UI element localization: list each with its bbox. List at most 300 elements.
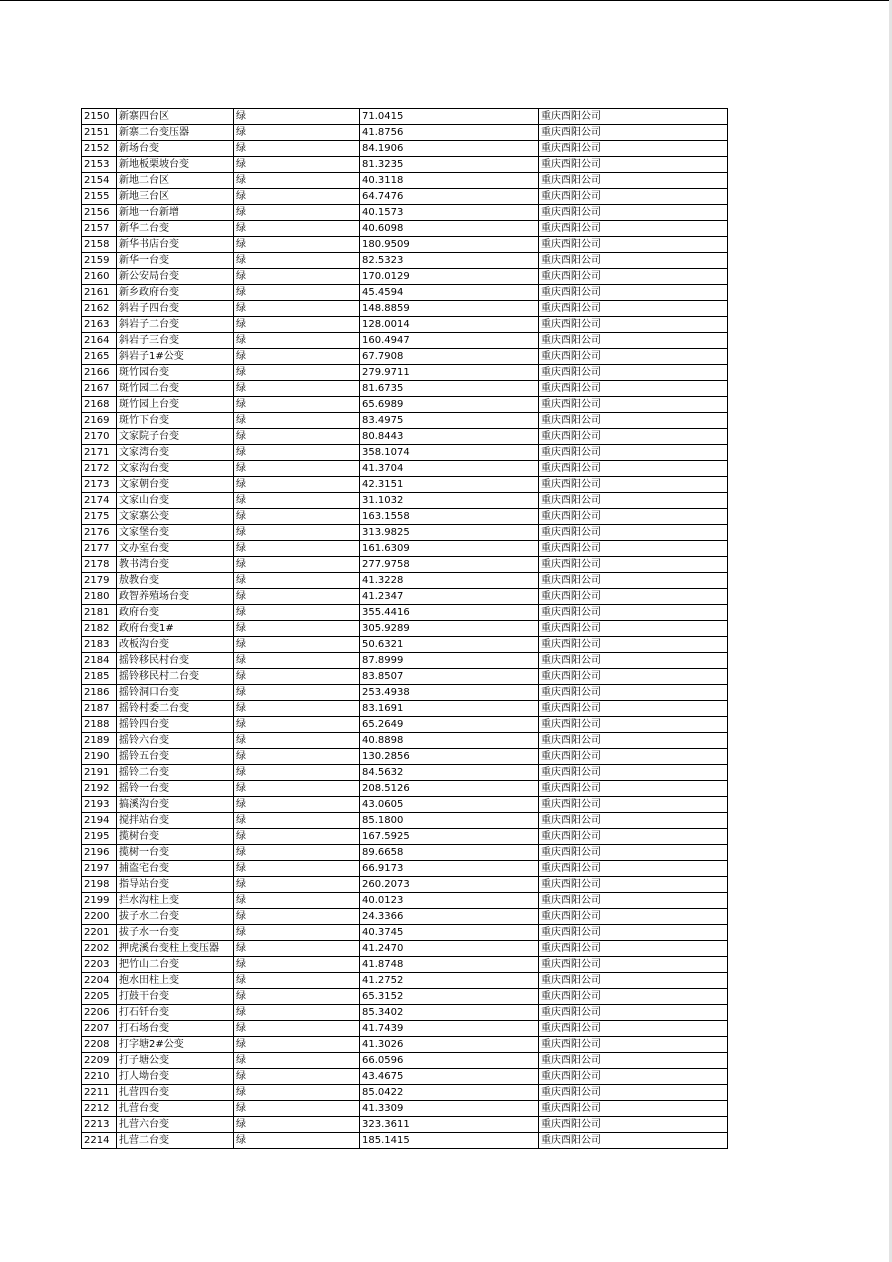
value-cell: 355.4416 (360, 605, 539, 621)
company-cell: 重庆酉阳公司 (539, 605, 728, 621)
value-cell: 42.3151 (360, 477, 539, 493)
station-name-cell: 斜岩子四台变 (117, 301, 234, 317)
status-cell: 绿 (234, 1021, 360, 1037)
company-cell: 重庆酉阳公司 (539, 973, 728, 989)
table-row (82, 941, 728, 957)
row-id-cell: 2213 (82, 1117, 117, 1133)
table-row (82, 509, 728, 525)
table-row (82, 333, 728, 349)
station-name-cell: 拦水沟柱上变 (117, 893, 234, 909)
value-cell: 41.3228 (360, 573, 539, 589)
company-cell: 重庆酉阳公司 (539, 109, 728, 125)
table-row (82, 157, 728, 173)
table-row (82, 237, 728, 253)
station-name-cell: 打字塘2#公变 (117, 1037, 234, 1053)
station-name-cell: 扎营台变 (117, 1101, 234, 1117)
table-row (82, 541, 728, 557)
station-name-cell: 斑竹园上台变 (117, 397, 234, 413)
status-cell: 绿 (234, 573, 360, 589)
status-cell: 绿 (234, 1133, 360, 1149)
station-name-cell: 打石场台变 (117, 1021, 234, 1037)
value-cell: 85.3402 (360, 1005, 539, 1021)
table-row (82, 1085, 728, 1101)
value-cell: 65.3152 (360, 989, 539, 1005)
table-row (82, 253, 728, 269)
table-row (82, 349, 728, 365)
station-name-cell: 揽树一台变 (117, 845, 234, 861)
status-cell: 绿 (234, 541, 360, 557)
value-cell: 83.8507 (360, 669, 539, 685)
value-cell: 81.6735 (360, 381, 539, 397)
value-cell: 163.1558 (360, 509, 539, 525)
company-cell: 重庆酉阳公司 (539, 525, 728, 541)
status-cell: 绿 (234, 285, 360, 301)
table-row (82, 845, 728, 861)
company-cell: 重庆酉阳公司 (539, 397, 728, 413)
station-name-cell: 文家朝台变 (117, 477, 234, 493)
value-cell: 41.8756 (360, 125, 539, 141)
value-cell: 83.4975 (360, 413, 539, 429)
status-cell: 绿 (234, 1101, 360, 1117)
row-id-cell: 2169 (82, 413, 117, 429)
row-id-cell: 2152 (82, 141, 117, 157)
company-cell: 重庆酉阳公司 (539, 637, 728, 653)
status-cell: 绿 (234, 1085, 360, 1101)
value-cell: 41.3026 (360, 1037, 539, 1053)
row-id-cell: 2174 (82, 493, 117, 509)
table-row (82, 381, 728, 397)
row-id-cell: 2197 (82, 861, 117, 877)
row-id-cell: 2160 (82, 269, 117, 285)
row-id-cell: 2155 (82, 189, 117, 205)
value-cell: 40.3118 (360, 173, 539, 189)
company-cell: 重庆酉阳公司 (539, 781, 728, 797)
row-id-cell: 2151 (82, 125, 117, 141)
status-cell: 绿 (234, 957, 360, 973)
row-id-cell: 2193 (82, 797, 117, 813)
table-row (82, 317, 728, 333)
company-cell: 重庆酉阳公司 (539, 573, 728, 589)
station-name-cell: 打子塘公变 (117, 1053, 234, 1069)
status-cell: 绿 (234, 813, 360, 829)
row-id-cell: 2201 (82, 925, 117, 941)
value-cell: 128.0014 (360, 317, 539, 333)
value-cell: 170.0129 (360, 269, 539, 285)
company-cell: 重庆酉阳公司 (539, 845, 728, 861)
row-id-cell: 2150 (82, 109, 117, 125)
status-cell: 绿 (234, 925, 360, 941)
company-cell: 重庆酉阳公司 (539, 653, 728, 669)
station-name-cell: 斜岩子三台变 (117, 333, 234, 349)
status-cell: 绿 (234, 509, 360, 525)
row-id-cell: 2157 (82, 221, 117, 237)
table-row (82, 797, 728, 813)
station-name-cell: 斑竹园二台变 (117, 381, 234, 397)
table-row (82, 829, 728, 845)
station-name-cell: 搞溪沟台变 (117, 797, 234, 813)
status-cell: 绿 (234, 381, 360, 397)
row-id-cell: 2164 (82, 333, 117, 349)
status-cell: 绿 (234, 269, 360, 285)
status-cell: 绿 (234, 941, 360, 957)
table-row (82, 685, 728, 701)
status-cell: 绿 (234, 701, 360, 717)
company-cell: 重庆酉阳公司 (539, 1005, 728, 1021)
station-name-cell: 文家堡台变 (117, 525, 234, 541)
row-id-cell: 2180 (82, 589, 117, 605)
station-name-cell: 摇铃二台变 (117, 765, 234, 781)
table-row (82, 893, 728, 909)
row-id-cell: 2208 (82, 1037, 117, 1053)
value-cell: 31.1032 (360, 493, 539, 509)
table-row (82, 733, 728, 749)
status-cell: 绿 (234, 253, 360, 269)
company-cell: 重庆酉阳公司 (539, 189, 728, 205)
row-id-cell: 2209 (82, 1053, 117, 1069)
table-row (82, 1069, 728, 1085)
value-cell: 41.3704 (360, 461, 539, 477)
value-cell: 71.0415 (360, 109, 539, 125)
row-id-cell: 2167 (82, 381, 117, 397)
status-cell: 绿 (234, 669, 360, 685)
status-cell: 绿 (234, 157, 360, 173)
value-cell: 84.1906 (360, 141, 539, 157)
station-name-cell: 摇铃四台变 (117, 717, 234, 733)
status-cell: 绿 (234, 1069, 360, 1085)
company-cell: 重庆酉阳公司 (539, 717, 728, 733)
station-name-cell: 打鼓干台变 (117, 989, 234, 1005)
value-cell: 43.4675 (360, 1069, 539, 1085)
table-row (82, 925, 728, 941)
table-row (82, 621, 728, 637)
company-cell: 重庆酉阳公司 (539, 813, 728, 829)
company-cell: 重庆酉阳公司 (539, 269, 728, 285)
value-cell: 81.3235 (360, 157, 539, 173)
status-cell: 绿 (234, 221, 360, 237)
table-row (82, 109, 728, 125)
status-cell: 绿 (234, 477, 360, 493)
table-row (82, 1133, 728, 1149)
row-id-cell: 2194 (82, 813, 117, 829)
company-cell: 重庆酉阳公司 (539, 301, 728, 317)
status-cell: 绿 (234, 557, 360, 573)
station-name-cell: 改板沟台变 (117, 637, 234, 653)
value-cell: 40.3745 (360, 925, 539, 941)
status-cell: 绿 (234, 749, 360, 765)
value-cell: 85.1800 (360, 813, 539, 829)
status-cell: 绿 (234, 637, 360, 653)
company-cell: 重庆酉阳公司 (539, 413, 728, 429)
table-row (82, 429, 728, 445)
status-cell: 绿 (234, 317, 360, 333)
row-id-cell: 2176 (82, 525, 117, 541)
company-cell: 重庆酉阳公司 (539, 333, 728, 349)
row-id-cell: 2179 (82, 573, 117, 589)
table-row (82, 1005, 728, 1021)
table-row (82, 1021, 728, 1037)
table-row (82, 653, 728, 669)
status-cell: 绿 (234, 429, 360, 445)
station-name-cell: 斑竹下台变 (117, 413, 234, 429)
company-cell: 重庆酉阳公司 (539, 685, 728, 701)
value-cell: 208.5126 (360, 781, 539, 797)
station-name-cell: 文办室台变 (117, 541, 234, 557)
table-row (82, 477, 728, 493)
row-id-cell: 2163 (82, 317, 117, 333)
company-cell: 重庆酉阳公司 (539, 877, 728, 893)
company-cell: 重庆酉阳公司 (539, 765, 728, 781)
row-id-cell: 2191 (82, 765, 117, 781)
value-cell: 41.7439 (360, 1021, 539, 1037)
table-body (82, 109, 728, 1149)
row-id-cell: 2185 (82, 669, 117, 685)
row-id-cell: 2158 (82, 237, 117, 253)
station-name-cell: 新华书店台变 (117, 237, 234, 253)
table-row (82, 861, 728, 877)
value-cell: 65.6989 (360, 397, 539, 413)
value-cell: 87.8999 (360, 653, 539, 669)
status-cell: 绿 (234, 1037, 360, 1053)
value-cell: 66.9173 (360, 861, 539, 877)
station-name-cell: 文家湾台变 (117, 445, 234, 461)
row-id-cell: 2207 (82, 1021, 117, 1037)
status-cell: 绿 (234, 525, 360, 541)
station-name-cell: 把竹山二台变 (117, 957, 234, 973)
value-cell: 41.2470 (360, 941, 539, 957)
table-row (82, 973, 728, 989)
station-name-cell: 敖教台变 (117, 573, 234, 589)
row-id-cell: 2177 (82, 541, 117, 557)
station-name-cell: 扎营四台变 (117, 1085, 234, 1101)
station-name-cell: 捕盗宅台变 (117, 861, 234, 877)
table-row (82, 717, 728, 733)
row-id-cell: 2181 (82, 605, 117, 621)
row-id-cell: 2166 (82, 365, 117, 381)
table-row (82, 909, 728, 925)
station-name-cell: 新场台变 (117, 141, 234, 157)
company-cell: 重庆酉阳公司 (539, 1021, 728, 1037)
station-name-cell: 新公安局台变 (117, 269, 234, 285)
table-row (82, 1117, 728, 1133)
company-cell: 重庆酉阳公司 (539, 733, 728, 749)
company-cell: 重庆酉阳公司 (539, 829, 728, 845)
company-cell: 重庆酉阳公司 (539, 429, 728, 445)
table-row (82, 813, 728, 829)
row-id-cell: 2204 (82, 973, 117, 989)
value-cell: 313.9825 (360, 525, 539, 541)
company-cell: 重庆酉阳公司 (539, 797, 728, 813)
company-cell: 重庆酉阳公司 (539, 125, 728, 141)
company-cell: 重庆酉阳公司 (539, 557, 728, 573)
value-cell: 161.6309 (360, 541, 539, 557)
row-id-cell: 2189 (82, 733, 117, 749)
status-cell: 绿 (234, 237, 360, 253)
value-cell: 185.1415 (360, 1133, 539, 1149)
row-id-cell: 2182 (82, 621, 117, 637)
row-id-cell: 2172 (82, 461, 117, 477)
company-cell: 重庆酉阳公司 (539, 1101, 728, 1117)
row-id-cell: 2187 (82, 701, 117, 717)
station-name-cell: 文家寨公变 (117, 509, 234, 525)
status-cell: 绿 (234, 589, 360, 605)
company-cell: 重庆酉阳公司 (539, 941, 728, 957)
status-cell: 绿 (234, 829, 360, 845)
value-cell: 167.5925 (360, 829, 539, 845)
station-name-cell: 新华二台变 (117, 221, 234, 237)
station-name-cell: 文家院子台变 (117, 429, 234, 445)
station-name-cell: 新地三台区 (117, 189, 234, 205)
status-cell: 绿 (234, 349, 360, 365)
station-name-cell: 扎营六台变 (117, 1117, 234, 1133)
status-cell: 绿 (234, 845, 360, 861)
row-id-cell: 2171 (82, 445, 117, 461)
value-cell: 130.2856 (360, 749, 539, 765)
station-name-cell: 政府台变1# (117, 621, 234, 637)
row-id-cell: 2190 (82, 749, 117, 765)
value-cell: 50.6321 (360, 637, 539, 653)
table-row (82, 141, 728, 157)
status-cell: 绿 (234, 205, 360, 221)
status-cell: 绿 (234, 621, 360, 637)
status-cell: 绿 (234, 461, 360, 477)
row-id-cell: 2202 (82, 941, 117, 957)
row-id-cell: 2162 (82, 301, 117, 317)
company-cell: 重庆酉阳公司 (539, 253, 728, 269)
company-cell: 重庆酉阳公司 (539, 365, 728, 381)
table-row (82, 525, 728, 541)
company-cell: 重庆酉阳公司 (539, 1069, 728, 1085)
row-id-cell: 2161 (82, 285, 117, 301)
company-cell: 重庆酉阳公司 (539, 541, 728, 557)
status-cell: 绿 (234, 109, 360, 125)
value-cell: 80.8443 (360, 429, 539, 445)
status-cell: 绿 (234, 397, 360, 413)
status-cell: 绿 (234, 765, 360, 781)
row-id-cell: 2212 (82, 1101, 117, 1117)
table-row (82, 957, 728, 973)
table-row (82, 557, 728, 573)
station-name-cell: 新华一台变 (117, 253, 234, 269)
station-name-cell: 指导站台变 (117, 877, 234, 893)
company-cell: 重庆酉阳公司 (539, 1053, 728, 1069)
row-id-cell: 2184 (82, 653, 117, 669)
station-name-cell: 摇铃洞口台变 (117, 685, 234, 701)
company-cell: 重庆酉阳公司 (539, 861, 728, 877)
company-cell: 重庆酉阳公司 (539, 509, 728, 525)
row-id-cell: 2178 (82, 557, 117, 573)
company-cell: 重庆酉阳公司 (539, 493, 728, 509)
company-cell: 重庆酉阳公司 (539, 1117, 728, 1133)
company-cell: 重庆酉阳公司 (539, 381, 728, 397)
status-cell: 绿 (234, 973, 360, 989)
station-name-cell: 新地二台区 (117, 173, 234, 189)
table-row (82, 445, 728, 461)
table-row (82, 205, 728, 221)
value-cell: 40.1573 (360, 205, 539, 221)
row-id-cell: 2214 (82, 1133, 117, 1149)
value-cell: 66.0596 (360, 1053, 539, 1069)
table-row (82, 221, 728, 237)
row-id-cell: 2153 (82, 157, 117, 173)
station-name-cell: 揽树台变 (117, 829, 234, 845)
status-cell: 绿 (234, 781, 360, 797)
value-cell: 323.3611 (360, 1117, 539, 1133)
status-cell: 绿 (234, 173, 360, 189)
company-cell: 重庆酉阳公司 (539, 989, 728, 1005)
row-id-cell: 2206 (82, 1005, 117, 1021)
row-id-cell: 2183 (82, 637, 117, 653)
value-cell: 40.0123 (360, 893, 539, 909)
company-cell: 重庆酉阳公司 (539, 461, 728, 477)
row-id-cell: 2199 (82, 893, 117, 909)
row-id-cell: 2203 (82, 957, 117, 973)
data-table (81, 108, 728, 1149)
row-id-cell: 2168 (82, 397, 117, 413)
station-name-cell: 打人坳台变 (117, 1069, 234, 1085)
station-name-cell: 新地板栗坡台变 (117, 157, 234, 173)
table-row (82, 749, 728, 765)
company-cell: 重庆酉阳公司 (539, 1133, 728, 1149)
row-id-cell: 2186 (82, 685, 117, 701)
table-row (82, 493, 728, 509)
row-id-cell: 2196 (82, 845, 117, 861)
table-row (82, 413, 728, 429)
station-name-cell: 文家沟台变 (117, 461, 234, 477)
status-cell: 绿 (234, 333, 360, 349)
row-id-cell: 2170 (82, 429, 117, 445)
company-cell: 重庆酉阳公司 (539, 749, 728, 765)
page-top-border (0, 0, 892, 1)
value-cell: 89.6658 (360, 845, 539, 861)
station-name-cell: 搅拌站台变 (117, 813, 234, 829)
row-id-cell: 2210 (82, 1069, 117, 1085)
value-cell: 41.2347 (360, 589, 539, 605)
station-name-cell: 新地一台新增 (117, 205, 234, 221)
status-cell: 绿 (234, 717, 360, 733)
table-row (82, 589, 728, 605)
company-cell: 重庆酉阳公司 (539, 1037, 728, 1053)
table-row (82, 701, 728, 717)
value-cell: 65.2649 (360, 717, 539, 733)
company-cell: 重庆酉阳公司 (539, 317, 728, 333)
station-name-cell: 摇铃五台变 (117, 749, 234, 765)
table-row (82, 189, 728, 205)
value-cell: 64.7476 (360, 189, 539, 205)
station-name-cell: 文家山台变 (117, 493, 234, 509)
station-name-cell: 斜岩子二台变 (117, 317, 234, 333)
status-cell: 绿 (234, 605, 360, 621)
company-cell: 重庆酉阳公司 (539, 237, 728, 253)
value-cell: 41.3309 (360, 1101, 539, 1117)
station-name-cell: 斑竹园台变 (117, 365, 234, 381)
company-cell: 重庆酉阳公司 (539, 445, 728, 461)
company-cell: 重庆酉阳公司 (539, 205, 728, 221)
station-name-cell: 摇铃移民村二台变 (117, 669, 234, 685)
status-cell: 绿 (234, 365, 360, 381)
table-row (82, 285, 728, 301)
row-id-cell: 2195 (82, 829, 117, 845)
company-cell: 重庆酉阳公司 (539, 893, 728, 909)
value-cell: 85.0422 (360, 1085, 539, 1101)
value-cell: 40.8898 (360, 733, 539, 749)
station-name-cell: 斜岩子1#公变 (117, 349, 234, 365)
station-name-cell: 扎营二台变 (117, 1133, 234, 1149)
station-name-cell: 政智养殖场台变 (117, 589, 234, 605)
station-name-cell: 拔子水二台变 (117, 909, 234, 925)
company-cell: 重庆酉阳公司 (539, 349, 728, 365)
table-row (82, 877, 728, 893)
value-cell: 180.9509 (360, 237, 539, 253)
